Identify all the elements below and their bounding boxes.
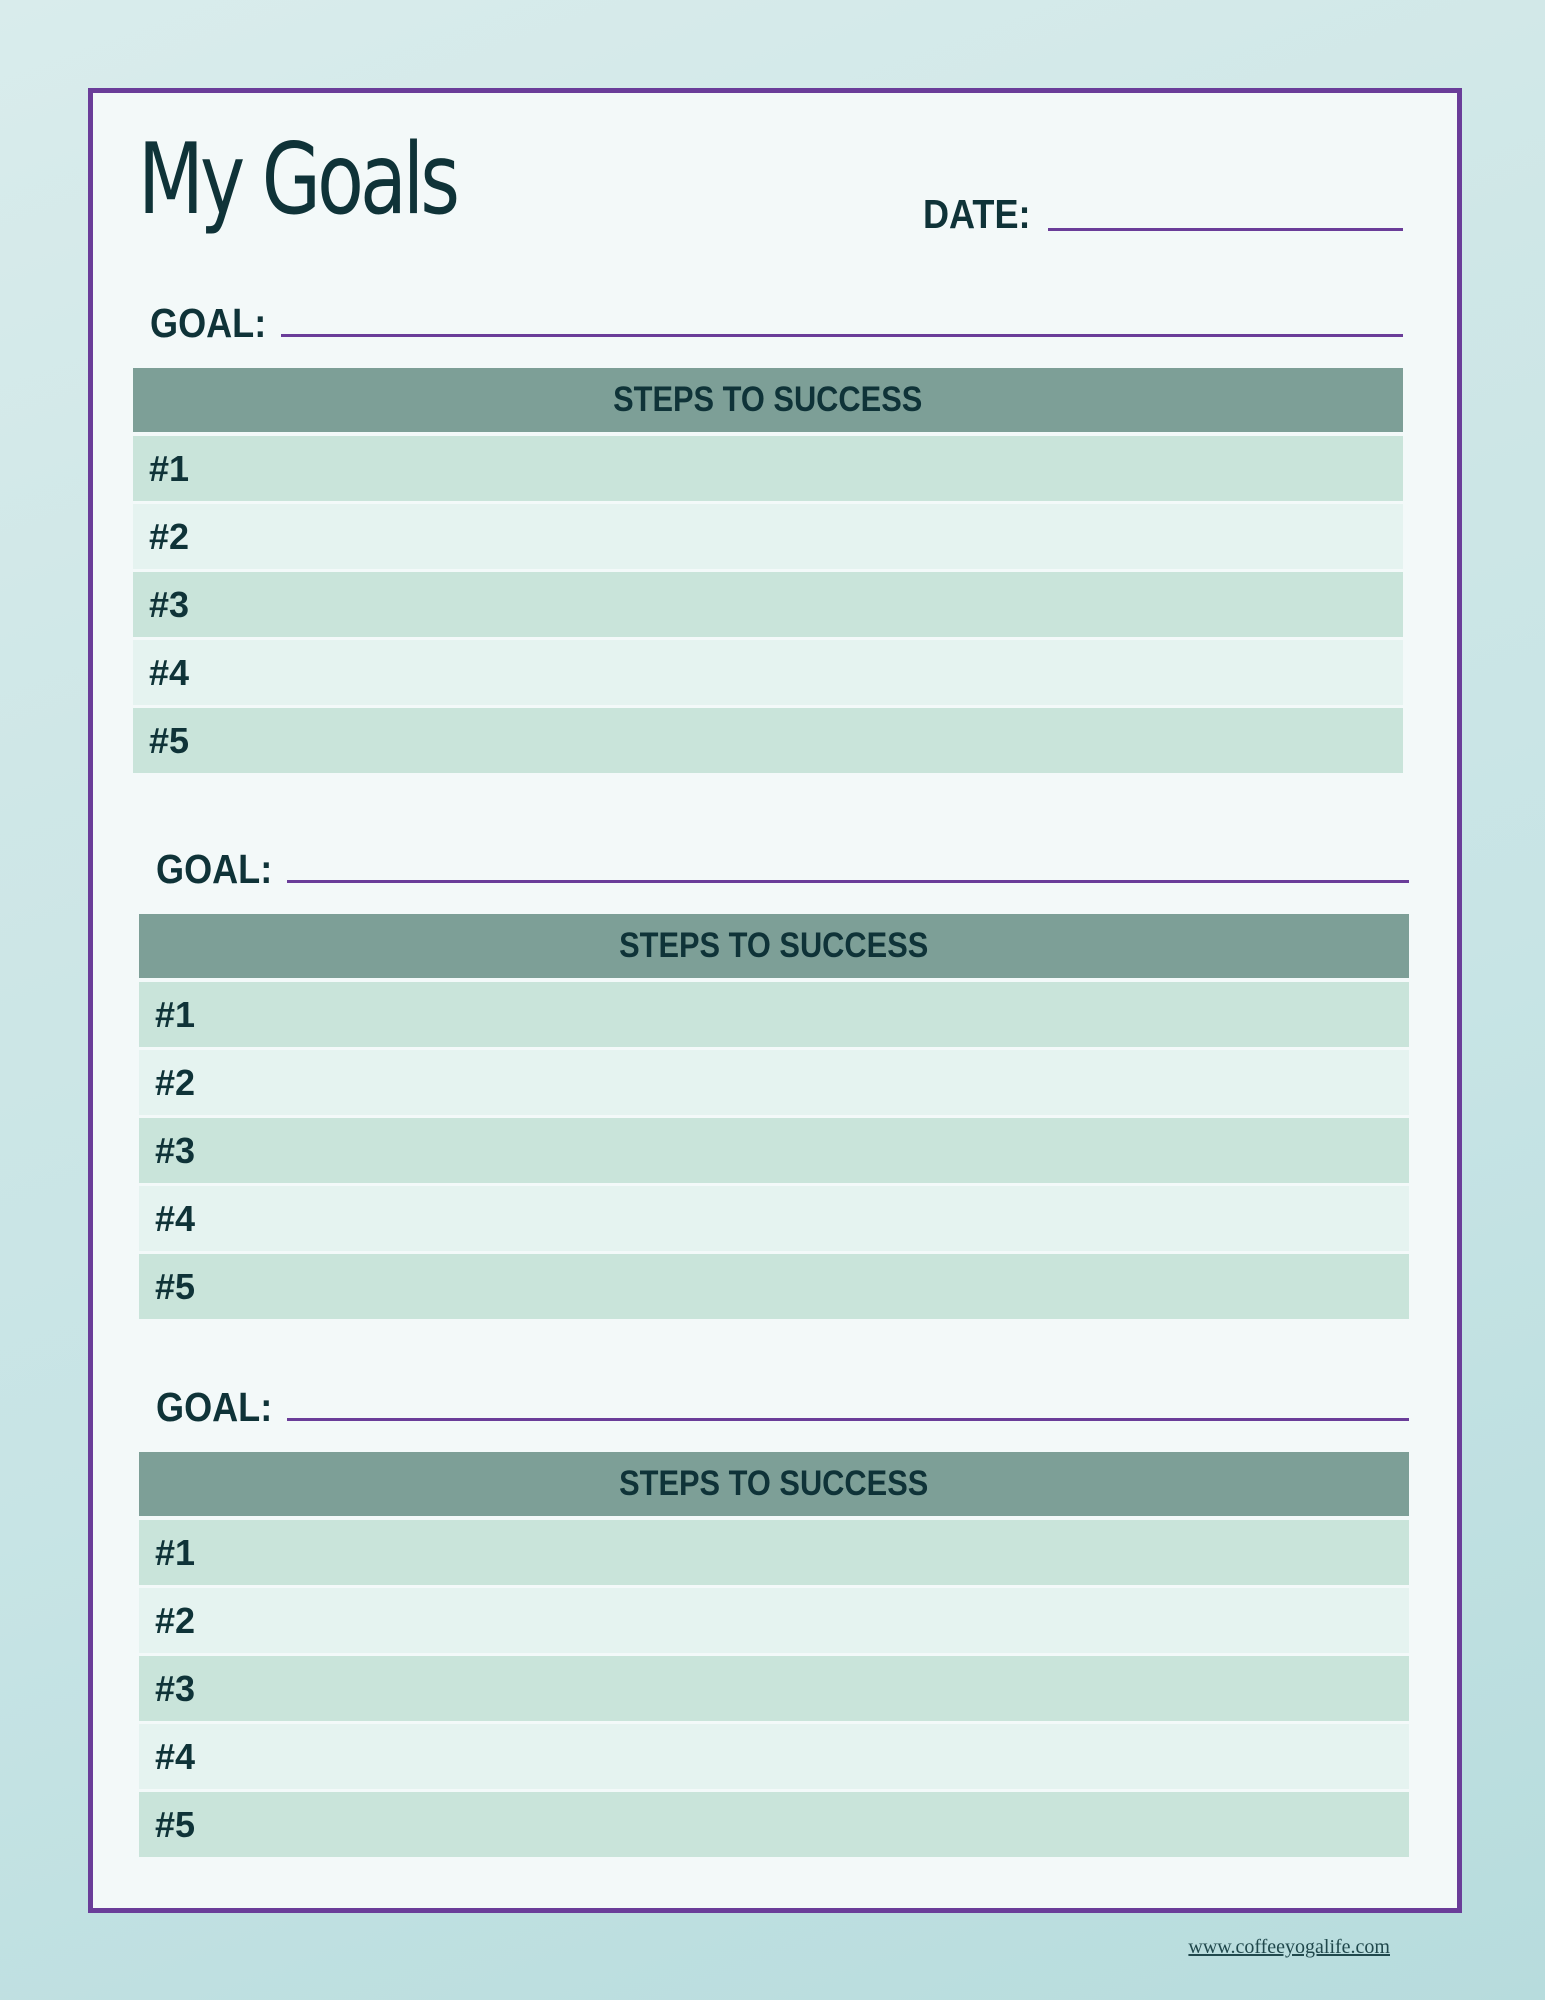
goal-field[interactable] [281, 334, 1403, 337]
step-number: #4 [155, 1197, 196, 1239]
step-row[interactable] [133, 504, 1403, 569]
step-number: #2 [155, 1599, 196, 1641]
step-row[interactable] [139, 1050, 1409, 1115]
step-number: #4 [149, 651, 190, 693]
step-number: #3 [155, 1667, 196, 1709]
steps-header-label: STEPS TO SUCCESS [619, 926, 929, 965]
steps-table [139, 1452, 1409, 1860]
steps-header [139, 1452, 1409, 1516]
step-row[interactable] [133, 572, 1403, 637]
step-row[interactable] [139, 1792, 1409, 1857]
step-number: #5 [155, 1265, 196, 1307]
goal-label: GOAL: [156, 846, 273, 892]
step-row[interactable] [139, 1186, 1409, 1251]
step-number: #1 [155, 1531, 196, 1573]
step-row[interactable] [139, 1656, 1409, 1721]
steps-table [133, 368, 1403, 776]
step-number: #5 [149, 719, 190, 761]
step-number: #1 [155, 993, 196, 1035]
step-row[interactable] [139, 1588, 1409, 1653]
date-field[interactable] [1048, 228, 1403, 231]
step-row[interactable] [133, 436, 1403, 501]
step-row[interactable] [133, 640, 1403, 705]
step-number: #3 [155, 1129, 196, 1171]
step-number: #1 [149, 447, 190, 489]
step-number: #5 [155, 1803, 196, 1845]
steps-header [139, 914, 1409, 978]
goal-label: GOAL: [156, 1384, 273, 1430]
goal-label: GOAL: [150, 300, 267, 346]
steps-header [133, 368, 1403, 432]
step-number: #2 [155, 1061, 196, 1103]
step-row[interactable] [139, 1724, 1409, 1789]
step-row[interactable] [133, 708, 1403, 773]
steps-header-label: STEPS TO SUCCESS [613, 380, 923, 419]
step-row[interactable] [139, 1254, 1409, 1319]
step-number: #4 [155, 1735, 196, 1777]
page-title: My Goals [138, 123, 457, 237]
steps-header-label: STEPS TO SUCCESS [619, 1464, 929, 1503]
date-label: DATE: [923, 191, 1031, 237]
step-row[interactable] [139, 1520, 1409, 1585]
step-number: #3 [149, 583, 190, 625]
steps-table [139, 914, 1409, 1322]
footer-url[interactable]: www.coffeeyogalife.com [1188, 1936, 1390, 1958]
step-row[interactable] [139, 982, 1409, 1047]
goal-field[interactable] [287, 880, 1409, 883]
planner-frame [88, 88, 1462, 1913]
step-number: #2 [149, 515, 190, 557]
step-row[interactable] [139, 1118, 1409, 1183]
goal-field[interactable] [287, 1418, 1409, 1421]
